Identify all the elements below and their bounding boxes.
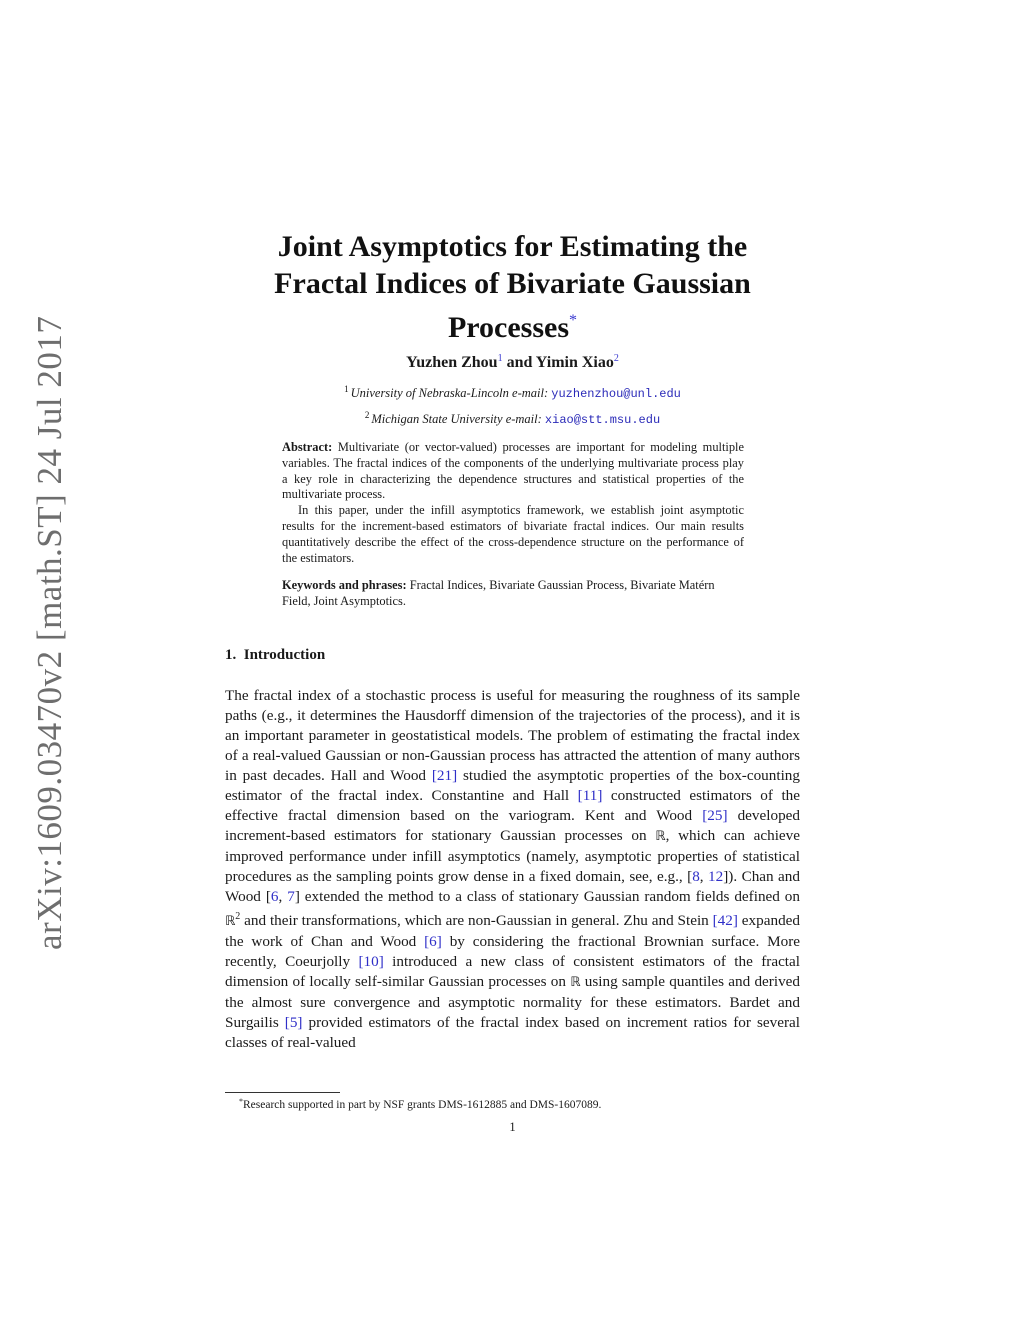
body-text-run: by considering the fractional Brownian surface. More recently, Coeurjolly xyxy=(225,933,800,970)
body-text-run: The fractal index of a stochastic process is useful for measuring the roughness of its sample paths (e.g., it determines the Hausdorff dimension of the trajectories of the process), and it is an important parameter in geostatistical models. The problem of estimating the fractal index of a real-valued Gaussian or non-Gaussian process has attracted the attention of many authors in past decades. Hall and Wood xyxy=(225,687,800,784)
body-text-run: and their transformations, which are non-Gaussian in general. Zhu and Stein xyxy=(240,912,713,929)
author-list xyxy=(225,353,800,372)
paper-title xyxy=(225,228,800,346)
affiliation-mark: 2 xyxy=(364,410,370,420)
title-line-3: Processes xyxy=(447,311,570,344)
citation-link[interactable]: 7 xyxy=(287,888,295,905)
citation-link[interactable]: [6] xyxy=(424,933,442,950)
abstract-label: Abstract: xyxy=(282,440,333,454)
body-text-run: , xyxy=(278,888,288,905)
title-line-1: Joint Asymptotics for Estimating the xyxy=(277,230,748,263)
affiliation-1 xyxy=(225,384,800,401)
body-text-run: introduced a new class of consistent estimators of the fractal dimension of locally self-similar Gaussian processes on xyxy=(225,953,800,990)
citation-link[interactable]: [21] xyxy=(431,767,458,784)
citation-link[interactable]: [42] xyxy=(712,912,738,929)
citation-link[interactable]: [25] xyxy=(702,807,728,824)
citation-link[interactable]: [5] xyxy=(284,1014,303,1031)
body-text-run: using sample quantiles and derived the almost sure convergence and asymptotic normality for these estimators. Bardet and Surgailis xyxy=(225,973,800,1031)
body-text-run: studied the asymptotic properties of the box-counting estimator of the fractal index. Constantine and Hall xyxy=(225,767,800,804)
affiliation-mark: 1 xyxy=(344,384,349,394)
citation-link[interactable]: 6 xyxy=(270,888,279,905)
citation-link[interactable]: 8 xyxy=(692,868,700,885)
body-text-run: developed increment-based estimators for stationary Gaussian processes on xyxy=(225,807,800,844)
footnote-text: Research supported in part by NSF grants DMS-1612885 and DMS-1607089. xyxy=(243,1099,602,1111)
footnote-divider xyxy=(225,1092,340,1093)
page-number: 1 xyxy=(509,1120,516,1134)
author-name: Yuzhen Zhou xyxy=(406,354,498,371)
footnote xyxy=(239,1097,601,1111)
body-text-run: expanded the work of Chan and Wood xyxy=(225,912,800,950)
footnote-mark: * xyxy=(239,1097,243,1106)
section-heading: 1. Introduction xyxy=(225,647,326,663)
real-plane-symbol: ℝ xyxy=(225,914,236,929)
body-text-run: ] extended the method to a class of stationary Gaussian random fields defined on xyxy=(294,888,800,905)
body-text-run: provided estimators of the fractal index based on increment ratios for several classes of real-valued xyxy=(225,1014,800,1051)
keywords xyxy=(282,578,744,610)
title-line-2: Fractal Indices of Bivariate Gaussian xyxy=(274,267,751,300)
body-text-run: , xyxy=(699,868,709,885)
author-separator: and xyxy=(502,354,536,371)
keywords-label: Keywords and phrases: xyxy=(282,578,407,592)
email-link[interactable]: yuzhenzhou@unl.edu xyxy=(551,387,681,401)
abstract-paragraph: Multivariate (or vector-valued) processes are important for modeling multiple variables. The fractal indices of the components of the underlying multivariate process play a key role in characterizing the dependence structures and statistical properties of the multivariate process. xyxy=(282,440,744,502)
author-name: Yimin Xiao xyxy=(535,354,614,371)
affiliation-2 xyxy=(225,410,800,427)
real-line-symbol: ℝ xyxy=(655,829,666,844)
superscript: 2 xyxy=(235,911,241,922)
abstract-paragraph: In this paper, under the infill asymptotics framework, we establish joint asymptotic results for the increment-based estimators of bivariate fractal indices. Our main results quantitatively describe the effect of the cross-dependence structure on the performance of the estimators. xyxy=(282,503,744,565)
citation-link[interactable]: [11] xyxy=(577,787,603,804)
citation-link[interactable]: [10] xyxy=(358,953,384,970)
arxiv-identifier: arXiv:1609.03470v2 [math.ST] 24 Jul 2017 xyxy=(30,315,69,950)
body-text-run: , which can achieve improved performance under infill asymptotics (namely, asymptotic properties of statistical procedures as the sampling points grow dense in a fixed domain, see, e.g., [ xyxy=(225,827,801,885)
body-text-run: constructed estimators of the effective fractal dimension based on the variogram. Kent and Wood xyxy=(225,787,801,824)
author-affiliation-mark[interactable]: 1 xyxy=(497,353,503,364)
affiliation-institution: Michigan State University e-mail: xyxy=(371,412,542,426)
body-paragraph xyxy=(225,686,800,1053)
email-link[interactable]: xiao@stt.msu.edu xyxy=(544,413,661,427)
keywords-text: Fractal Indices, Bivariate Gaussian Process, Bivariate Matérn Field, Joint Asymptotics. xyxy=(282,578,715,608)
citation-link[interactable]: 12 xyxy=(708,868,724,885)
title-footnote-mark[interactable]: * xyxy=(569,312,578,329)
author-affiliation-mark[interactable]: 2 xyxy=(613,353,619,364)
abstract xyxy=(282,440,744,566)
body-text-run: ]). Chan and Wood [ xyxy=(225,868,800,905)
real-line-symbol: ℝ xyxy=(570,975,581,990)
affiliation-institution: University of Nebraska-Lincoln e-mail: xyxy=(350,386,549,400)
